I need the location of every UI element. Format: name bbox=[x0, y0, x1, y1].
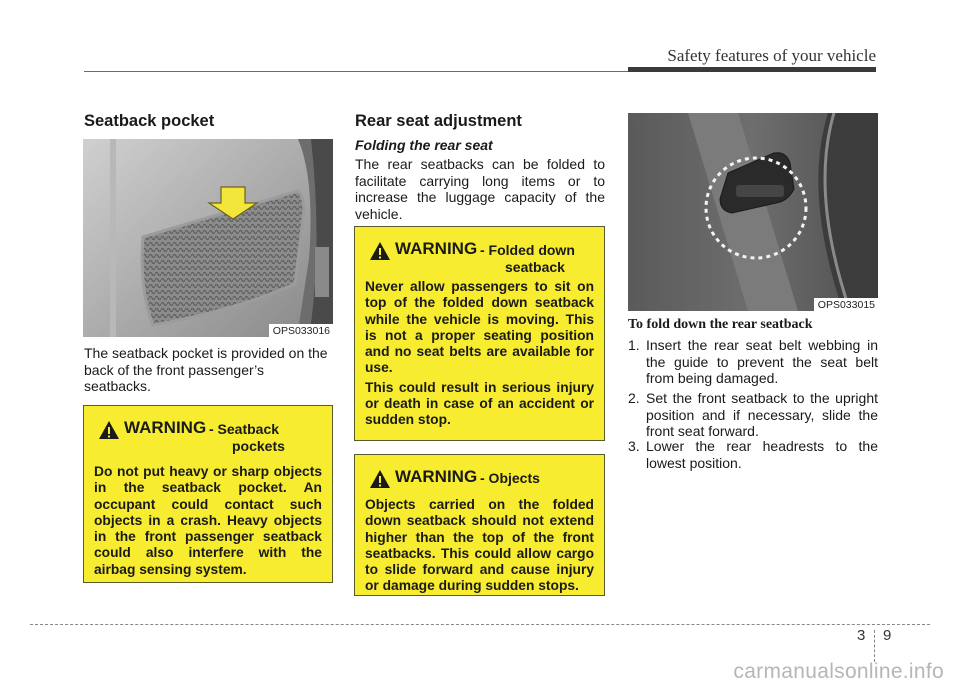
warning-text: Objects carried on the folded down seatback should not extend higher than the top of the front seatbacks. This could allow cargo to slide forward and cause injury or damage during sudden stops. bbox=[365, 497, 594, 594]
section-header-title: Safety features of your vehicle bbox=[667, 46, 876, 65]
seatback-pocket-photo bbox=[83, 139, 333, 337]
warning-label: WARNING bbox=[395, 467, 478, 486]
fold-step-2 bbox=[628, 390, 878, 440]
warning-subject: - Seatback bbox=[209, 421, 280, 437]
warning-triangle-icon bbox=[369, 469, 391, 489]
seatback-pocket-heading: Seatback pocket bbox=[84, 112, 215, 130]
seatback-pocket-illustration bbox=[83, 139, 333, 337]
warning-box-objects bbox=[354, 454, 605, 596]
chapter-number: 3 bbox=[857, 627, 866, 644]
warning-subject: - Objects bbox=[480, 470, 540, 486]
fold-down-steps-heading: To fold down the rear seatback bbox=[628, 317, 813, 332]
warning-subject-continued: pockets bbox=[232, 438, 285, 454]
fold-step-3 bbox=[628, 438, 878, 472]
warning-triangle-icon bbox=[369, 241, 391, 261]
warning-text: Do not put heavy or sharp objects in the seatback pocket. An occupant could contact such objects in a crash. Heavy objects in the front passenger seatback could also interfere with the airbag sensing system. bbox=[94, 464, 322, 577]
warning-triangle-icon bbox=[98, 420, 120, 440]
photo-code-label: OPS033016 bbox=[269, 324, 333, 337]
page-number: 9 bbox=[883, 627, 892, 644]
warning-subject: - Folded down bbox=[480, 242, 575, 258]
page-number-divider bbox=[874, 630, 875, 662]
seat-belt-guide-illustration bbox=[628, 113, 878, 311]
warning-box-folded-seatback bbox=[354, 226, 605, 441]
warning-label: WARNING bbox=[395, 239, 478, 258]
seatback-pocket-description: The seatback pocket is provided on the back of the front passenger’s seatbacks. bbox=[84, 345, 328, 394]
warning-label: WARNING bbox=[124, 418, 207, 437]
step-number: 2. bbox=[628, 390, 640, 406]
warning-text: Never allow passengers to sit on top of the folded down seatback while the vehicle is moving. This is not a proper seating position and no seat belts are available for use. bbox=[365, 279, 594, 376]
warning-box-seatback-pockets bbox=[83, 405, 333, 583]
photo-code-label: OPS033015 bbox=[814, 298, 878, 311]
rear-seat-adjustment-heading: Rear seat adjustment bbox=[355, 112, 522, 130]
folding-description: The rear seatbacks can be folded to facilitate carrying long items or to increase the luggage capacity of the vehicle. bbox=[355, 156, 605, 222]
step-number: 1. bbox=[628, 337, 640, 353]
step-text: Set the front seatback to the upright position and if necessary, slide the front seat forward. bbox=[646, 390, 878, 439]
step-text: Lower the rear headrests to the lowest position. bbox=[646, 438, 878, 471]
step-number: 3. bbox=[628, 438, 640, 454]
watermark: carmanualsonline.info bbox=[733, 660, 944, 683]
step-text: Insert the rear seat belt webbing in the guide to prevent the seat belt from being damaged. bbox=[646, 337, 878, 386]
header-rule-accent bbox=[628, 67, 876, 72]
folding-rear-seat-subheading: Folding the rear seat bbox=[355, 137, 493, 153]
footer-rule bbox=[30, 624, 930, 625]
seat-belt-guide-photo bbox=[628, 113, 878, 311]
warning-text-consequence: This could result in serious injury or death in case of an accident or sudden stop. bbox=[365, 379, 594, 428]
fold-step-1 bbox=[628, 337, 878, 387]
warning-subject-continued: seatback bbox=[505, 259, 565, 275]
